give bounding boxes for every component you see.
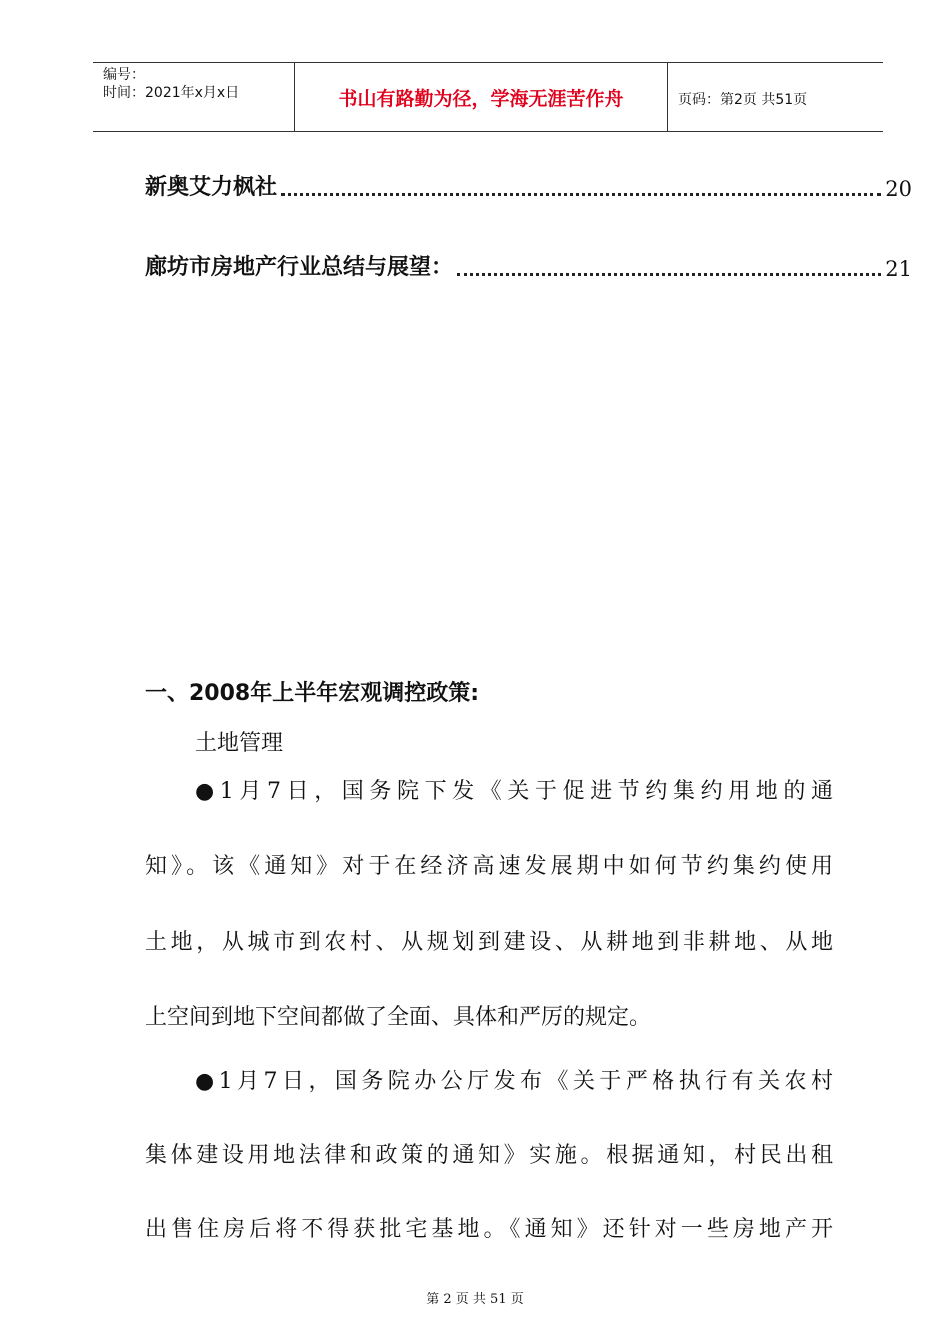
page-header [93,62,883,132]
time-label: 时间：2021年x月x日 [103,85,240,101]
toc-entry[interactable] [145,170,912,201]
toc-leader [457,273,881,276]
paragraph-line: 出售住房后将不得获批宅基地。《通知》还针对一些房地产开 [145,1217,833,1242]
paragraph-line: ●1月7日，国务院下发《关于促进节约集约用地的通 [195,779,833,804]
toc-leader [281,193,881,196]
paragraph-line: 上空间到地下空间都做了全面、具体和严厉的规定。 [145,1005,652,1030]
toc-entry-page: 21 [885,257,912,281]
paragraph-line: 土地，从城市到农村、从规划到建设、从耕地到非耕地、从地 [145,930,833,955]
section-title: 一、2008年上半年宏观调控政策: [145,681,480,706]
paragraph-line: 集体建设用地法律和政策的通知》实施。根据通知，村民出租 [145,1143,833,1168]
paragraph-line: ●1月7日，国务院办公厅发布《关于严格执行有关农村 [195,1069,833,1094]
page-footer: 第 2 页 共 51 页 [426,1292,524,1307]
toc-entry-page: 20 [885,177,912,201]
header-page-info: 页码：第2页 共51页 [678,92,808,108]
section-subheading: 土地管理 [195,731,284,756]
toc-entry[interactable] [145,250,912,281]
number-label: 编号： [103,67,145,83]
toc-entry-title: 廊坊市房地产行业总结与展望： [145,255,454,280]
header-motto: 书山有路勤为径，学海无涯苦作舟 [295,63,668,131]
header-meta [93,63,295,131]
toc-entry-title: 新奥艾力枫社 [145,175,278,200]
paragraph-line: 知》。该《通知》对于在经济高速发展期中如何节约集约使用 [145,854,833,879]
